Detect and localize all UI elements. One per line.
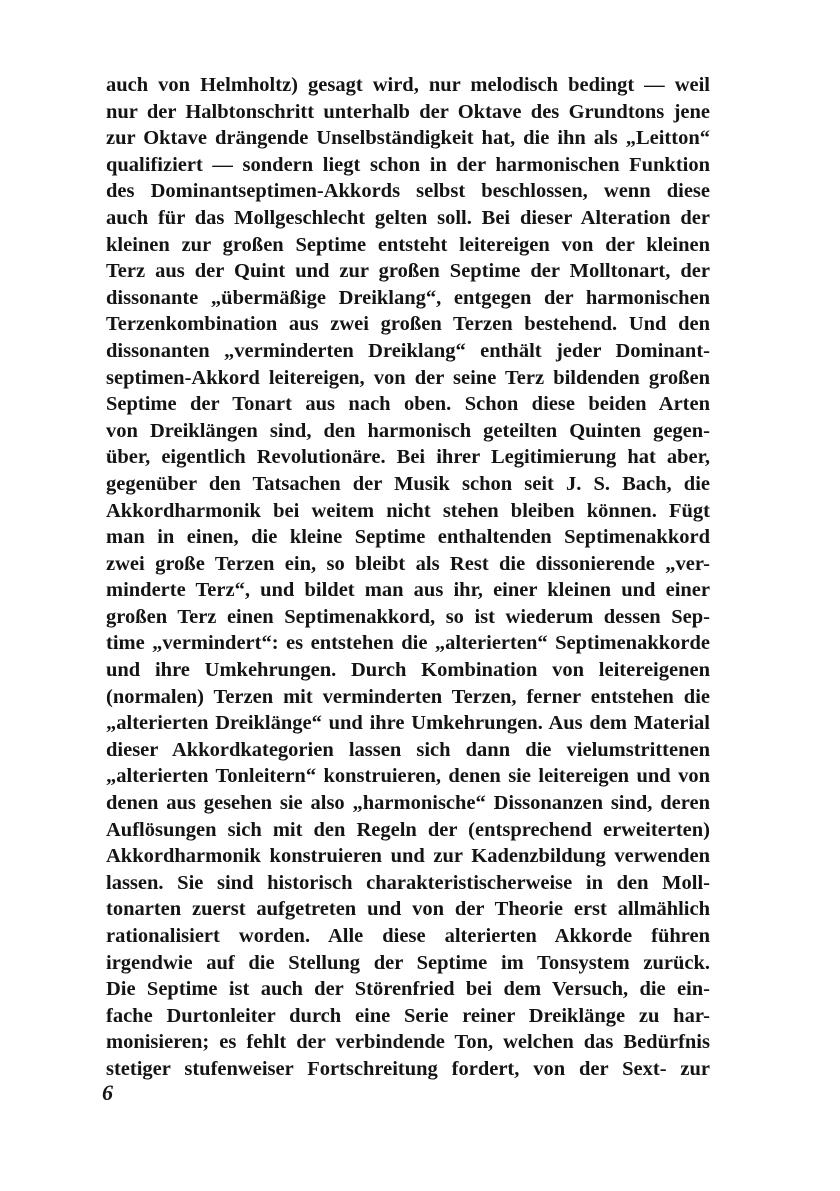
text-line: dieser Akkordkategorien lassen sich dann die vielumstrittenen bbox=[106, 738, 710, 761]
text-line: dissonante „übermäßige Dreiklang“, entgegen der harmonischen bbox=[106, 286, 710, 309]
page-number: 6 bbox=[102, 1080, 113, 1105]
text-line: zur Oktave drängende Unselbständigkeit hat, die ihn als „Leitton“ bbox=[106, 127, 710, 150]
text-line: (normalen) Terzen mit verminderten Terzen, ferner entstehen die bbox=[106, 685, 710, 708]
text-line: monisieren; es fehlt der verbindende Ton, welchen das Bedürfnis bbox=[106, 1031, 710, 1054]
text-line: rationalisiert worden. Alle diese alterierten Akkorde führen bbox=[106, 925, 710, 947]
text-line: großen Terz einen Septimenakkord, so ist wiederum dessen Sep- bbox=[106, 605, 710, 628]
text-line: nur der Halbtonschritt unterhalb der Oktave des Grundtons jene bbox=[106, 100, 710, 123]
text-line: qualifiziert — sondern liegt schon in der harmonischen Funktion bbox=[106, 153, 710, 176]
text-line: irgendwie auf die Stellung der Septime im Tonsystem zurück. bbox=[106, 951, 710, 974]
text-line: kleinen zur großen Septime entsteht leitereigen von der kleinen bbox=[106, 233, 710, 256]
text-line: Septime der Tonart aus nach oben. Schon diese beiden Arten bbox=[106, 393, 710, 416]
text-line: septimen-Akkord leitereigen, von der seine Terz bildenden großen bbox=[106, 366, 710, 389]
text-line: dissonanten „verminderten Dreiklang“ enthält jeder Dominant- bbox=[106, 339, 710, 362]
text-line: Terz aus der Quint und zur großen Septime der Molltonart, der bbox=[106, 260, 710, 283]
text-line: Akkordharmonik konstruieren und zur Kadenzbildung verwenden bbox=[106, 845, 710, 868]
text-line: gegenüber den Tatsachen der Musik schon seit J. S. Bach, die bbox=[106, 472, 710, 495]
text-line: Auflösungen sich mit den Regeln der (entsprechend erweiterten) bbox=[106, 818, 710, 841]
text-line: und ihre Umkehrungen. Durch Kombination von leitereigenen bbox=[106, 659, 710, 682]
text-line: zwei große Terzen ein, so bleibt als Rest die dissonierende „ver- bbox=[106, 552, 710, 575]
text-line: minderte Terz“, und bildet man aus ihr, einer kleinen und einer bbox=[106, 579, 710, 602]
body-text bbox=[106, 72, 710, 1083]
text-line: fache Durtonleiter durch eine Serie reiner Dreiklänge zu har- bbox=[106, 1004, 710, 1027]
text-line: auch für das Mollgeschlecht gelten soll. Bei dieser Alteration der bbox=[106, 206, 710, 229]
text-line: man in einen, die kleine Septime enthaltenden Septimenakkord bbox=[106, 526, 710, 549]
text-line: über, eigentlich Revolutionäre. Bei ihrer Legitimierung hat aber, bbox=[106, 446, 710, 469]
text-line: „alterierten Tonleitern“ konstruieren, denen sie leitereigen und von bbox=[106, 765, 710, 788]
text-line: lassen. Sie sind historisch charakteristischerweise in den Moll- bbox=[106, 871, 710, 894]
text-line: Terzenkombination aus zwei großen Terzen bestehend. Und den bbox=[106, 313, 710, 336]
text-line: tonarten zuerst aufgetreten und von der Theorie erst allmählich bbox=[106, 898, 710, 921]
text-line: denen aus gesehen sie also „harmonische“ Dissonanzen sind, deren bbox=[106, 792, 710, 815]
text-line: time „vermindert“: es entstehen die „alterierten“ Septimenakkorde bbox=[106, 632, 710, 655]
text-line: auch von Helmholtz) gesagt wird, nur melodisch bedingt — weil bbox=[106, 74, 710, 96]
text-line: von Dreiklängen sind, den harmonisch geteilten Quinten gegen- bbox=[106, 419, 710, 442]
text-line: Die Septime ist auch der Störenfried bei dem Versuch, die ein- bbox=[106, 978, 710, 1001]
text-line: stetiger stufenweiser Fortschreitung fordert, von der Sext- zur bbox=[106, 1057, 710, 1080]
text-line: „alterierten Dreiklänge“ und ihre Umkehrungen. Aus dem Material bbox=[106, 712, 710, 735]
text-line: des Dominantseptimen-Akkords selbst beschlossen, wenn diese bbox=[106, 180, 710, 203]
text-line: Akkordharmonik bei weitem nicht stehen bleiben können. Fügt bbox=[106, 499, 710, 522]
